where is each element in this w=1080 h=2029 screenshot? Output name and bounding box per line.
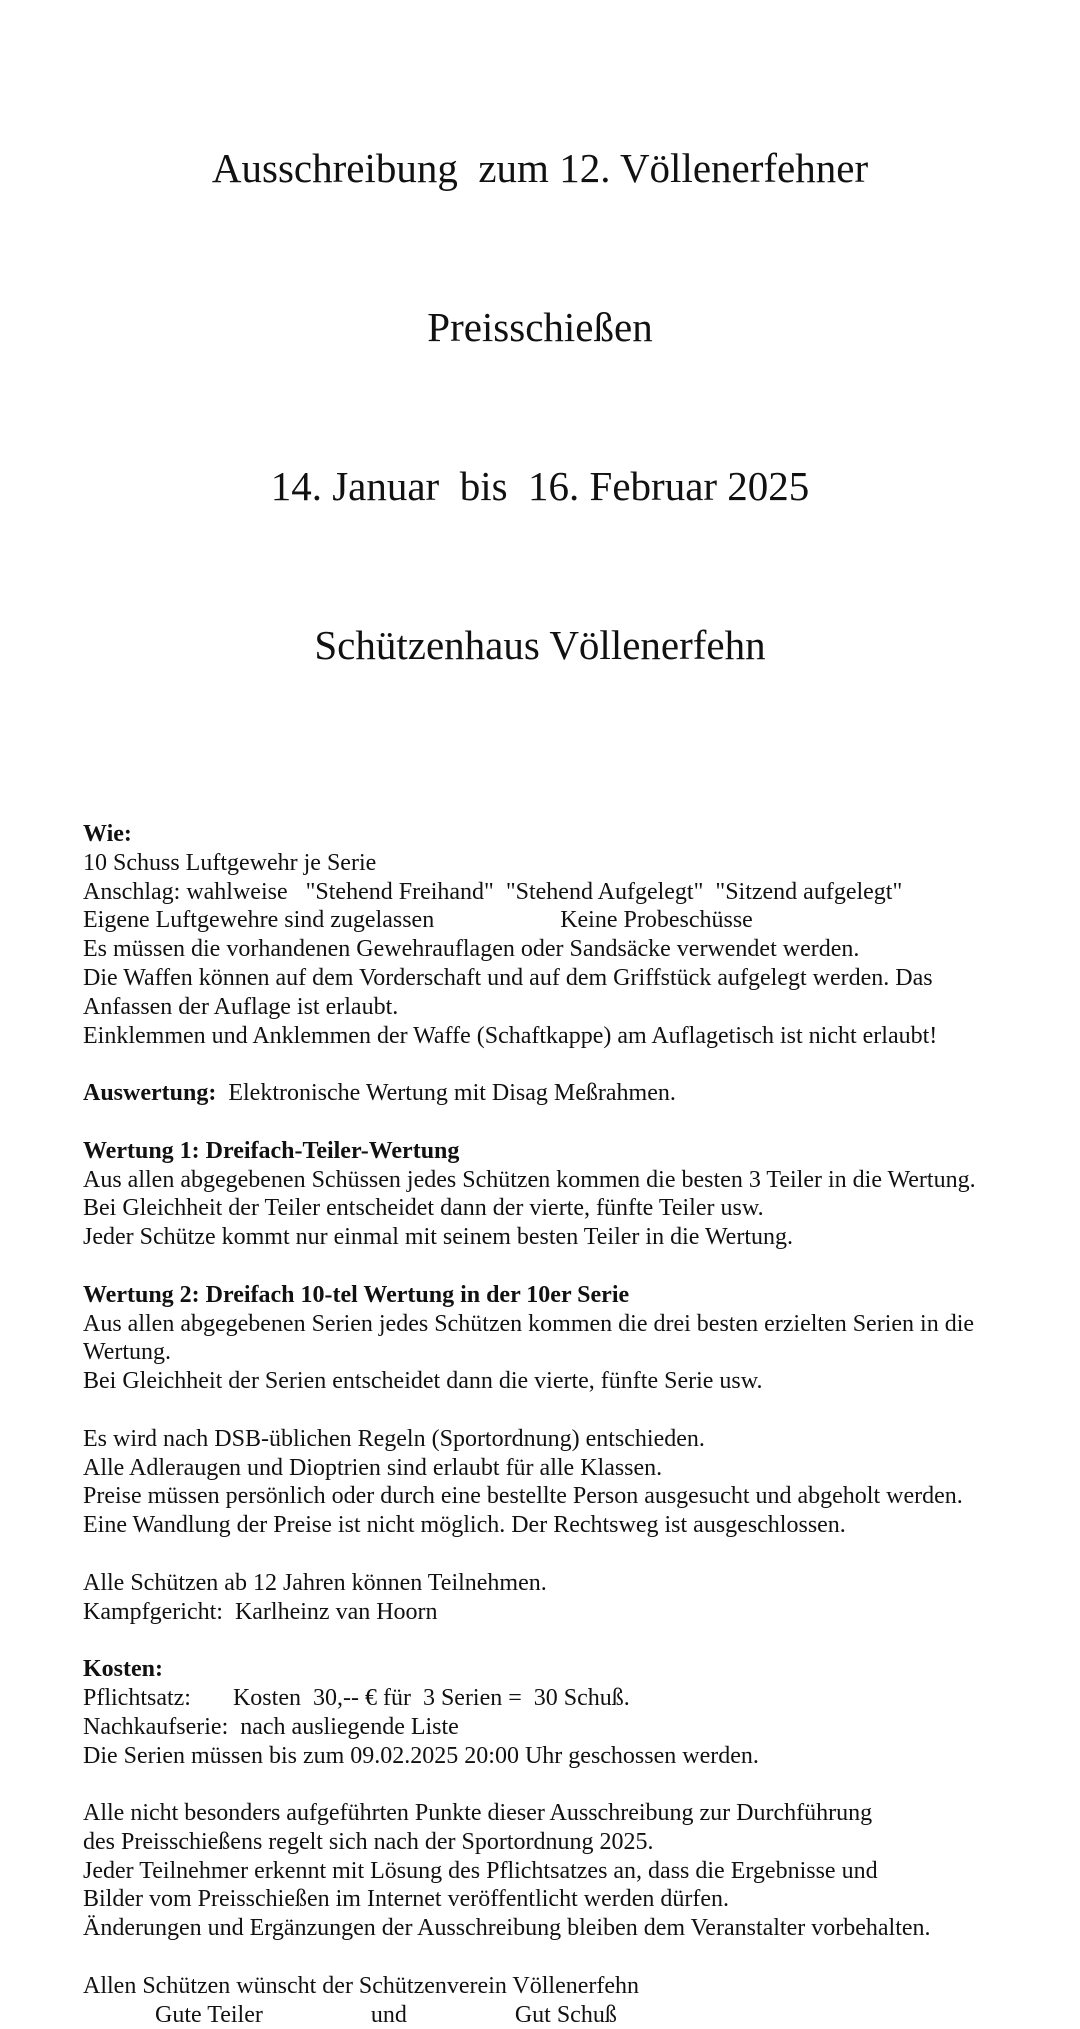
bold-label: Wertung 2: Dreifach 10-tel Wertung in der 10er Serie <box>83 1281 630 1308</box>
text-line <box>83 1367 1042 1396</box>
bold-label: Wie: <box>83 821 132 847</box>
body-text: Elektronische Wertung mit Disag Meßrahmen. <box>216 1080 676 1107</box>
text-line <box>83 1972 1042 2001</box>
body-text: Bilder vom Preisschießen im Internet veröffentlicht werden dürfen. <box>83 1886 730 1913</box>
text-line <box>83 964 1042 993</box>
text-line <box>83 1598 1042 1627</box>
text-line <box>83 1425 1042 1454</box>
paragraph-wertung-2 <box>83 1281 1042 1396</box>
title-line-4: Schützenhaus Völlenerfehn <box>314 622 766 668</box>
paragraph-schlussbestimmungen <box>83 1799 1042 1943</box>
text-line <box>83 1569 1042 1598</box>
text-line <box>83 1857 1042 1886</box>
text-line <box>83 993 1042 1022</box>
text-line <box>83 1194 1042 1223</box>
body-text: Pflichtsatz: Kosten 30,-- € für 3 Serien = 30 Schuß. <box>83 1684 630 1711</box>
body-text: Nachkaufserie: nach ausliegende Liste <box>83 1713 459 1740</box>
text-line <box>83 820 1042 849</box>
bold-label: Kosten: <box>83 1656 163 1683</box>
text-line <box>83 1482 1042 1511</box>
document-title <box>0 36 1080 778</box>
body-text: Alle Adleraugen und Dioptrien sind erlaubt für alle Klassen. <box>83 1454 663 1481</box>
body-text: Die Waffen können auf dem Vorderschaft und auf dem Griffstück aufgelegt werden. Das <box>83 964 933 991</box>
text-line <box>83 1281 1042 1310</box>
body-text: Es wird nach DSB-üblichen Regeln (Sportordnung) entschieden. <box>83 1425 705 1452</box>
paragraph-regeln <box>83 1425 1042 1540</box>
body-text: Die Serien müssen bis zum 09.02.2025 20:00 Uhr geschossen werden. <box>83 1742 759 1769</box>
body-text: Anschlag: wahlweise "Stehend Freihand" "Stehend Aufgelegt" "Sitzend aufgelegt" <box>83 878 903 905</box>
text-line <box>83 2001 1042 2029</box>
body-text: Eigene Luftgewehre sind zugelassen Keine Probeschüsse <box>83 907 753 934</box>
body-text: Jeder Schütze kommt nur einmal mit seinem besten Teiler in die Wertung. <box>83 1224 793 1251</box>
paragraph-wie <box>83 820 1042 1050</box>
text-line <box>83 1713 1042 1742</box>
body-text: Bei Gleichheit der Teiler entscheidet dann der vierte, fünfte Teiler usw. <box>83 1195 764 1222</box>
paragraph-gruss <box>83 1972 1042 2029</box>
text-line <box>83 1799 1042 1828</box>
body-text: Alle nicht besonders aufgeführten Punkte dieser Ausschreibung zur Durchführung <box>83 1800 873 1827</box>
body-text: Kampfgericht: Karlheinz van Hoorn <box>83 1598 438 1625</box>
body-text: des Preisschießens regelt sich nach der Sportordnung 2025. <box>83 1828 654 1855</box>
text-line <box>83 1166 1042 1195</box>
text-line <box>83 1137 1042 1166</box>
body-text: Änderungen und Ergänzungen der Ausschreibung bleiben dem Veranstalter vorbehalten. <box>83 1915 931 1942</box>
text-line <box>83 1454 1042 1483</box>
text-line <box>83 1655 1042 1684</box>
body-text: Es müssen die vorhandenen Gewehrauflagen oder Sandsäcke verwendet werden. <box>83 936 860 963</box>
document-body <box>83 820 1042 2029</box>
text-line <box>83 1828 1042 1857</box>
text-line <box>83 1223 1042 1252</box>
paragraph-wertung-1 <box>83 1137 1042 1252</box>
bold-label: Wertung 1: Dreifach-Teiler-Wertung <box>83 1137 460 1164</box>
body-text: Aus allen abgegebenen Schüssen jedes Schützen kommen die besten 3 Teiler in die Wertung. <box>83 1166 976 1193</box>
text-line <box>83 1885 1042 1914</box>
body-text: Jeder Teilnehmer erkennt mit Lösung des Pflichtsatzes an, dass die Ergebnisse und <box>83 1857 878 1884</box>
text-line <box>83 1914 1042 1943</box>
body-text: Anfassen der Auflage ist erlaubt. <box>83 993 399 1020</box>
body-text: Preise müssen persönlich oder durch eine bestellte Person ausgesucht und abgeholt werden. <box>83 1483 963 1510</box>
title-line-2: Preisschießen <box>427 304 653 350</box>
text-line <box>83 1742 1042 1771</box>
body-text: Allen Schützen wünscht der Schützenverein Völlenerfehn <box>83 1972 640 1999</box>
body-text: Eine Wandlung der Preise ist nicht möglich. Der Rechtsweg ist ausgeschlossen. <box>83 1512 846 1539</box>
text-line <box>83 1684 1042 1713</box>
title-line-1: Ausschreibung zum 12. Völlenerfehner <box>211 145 869 191</box>
text-line <box>83 906 1042 935</box>
text-line <box>83 1511 1042 1540</box>
paragraph-auswertung <box>83 1079 1042 1108</box>
body-text: Alle Schützen ab 12 Jahren können Teilnehmen. <box>83 1569 547 1596</box>
body-text: Aus allen abgegebenen Serien jedes Schützen kommen die drei besten erzielten Serien in die <box>83 1310 975 1337</box>
body-text: Gute Teiler und Gut Schuß <box>83 2001 617 2028</box>
body-text: Bei Gleichheit der Serien entscheidet dann die vierte, fünfte Serie usw. <box>83 1368 763 1395</box>
body-text: Wertung. <box>83 1339 172 1366</box>
paragraph-kosten <box>83 1655 1042 1770</box>
bold-label: Auswertung: <box>83 1080 217 1107</box>
text-line <box>83 849 1042 878</box>
text-line <box>83 878 1042 907</box>
text-line <box>83 1079 1042 1108</box>
paragraph-teilnahme <box>83 1569 1042 1627</box>
text-line <box>83 1310 1042 1339</box>
text-line <box>83 1022 1042 1051</box>
body-text: Einklemmen und Anklemmen der Waffe (Schaftkappe) am Auflagetisch ist nicht erlaubt! <box>83 1022 938 1049</box>
title-line-3: 14. Januar bis 16. Februar 2025 <box>270 463 810 509</box>
text-line <box>83 1338 1042 1367</box>
text-line <box>83 935 1042 964</box>
body-text: 10 Schuss Luftgewehr je Serie <box>83 849 377 876</box>
